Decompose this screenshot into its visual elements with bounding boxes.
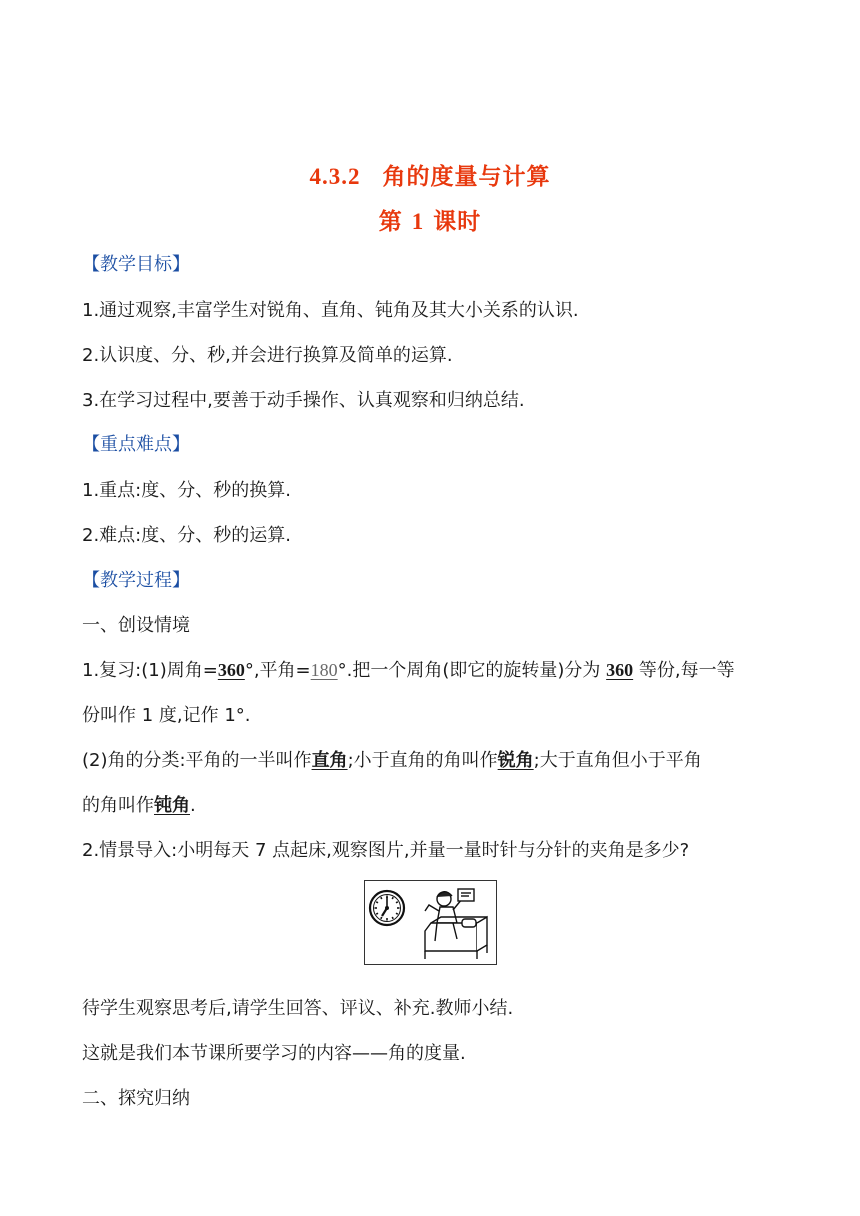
review-prefix: 1.复习:(1)周角= <box>82 660 218 681</box>
scenario-line: 2.情景导入:小明每天 7 点起床,观察图片,并量一量时针与分针的夹角是多少? <box>82 840 690 861</box>
objective-item-1: 1.通过观察,丰富学生对锐角、直角、钝角及其大小关系的认识. <box>82 300 579 321</box>
subtitle-suffix: 课时 <box>433 209 482 235</box>
review-line-1 <box>82 656 735 682</box>
section-number: 4.3.2 <box>309 164 361 189</box>
review-line-2: 份叫作 1 度,记作 1°. <box>82 705 251 726</box>
title-text: 角的度量与计算 <box>382 164 551 190</box>
classification-line2-prefix: 的角叫作 <box>82 795 154 816</box>
part2-title: 二、探究归纳 <box>82 1088 190 1109</box>
subtitle-number: 1 <box>411 209 425 234</box>
objective-item-3: 3.在学习过程中,要善于动手操作、认真观察和归纳总结. <box>82 390 525 411</box>
classification-line2-suffix: . <box>190 795 196 816</box>
objectives-heading: 【教学目标】 <box>82 254 190 275</box>
part1-title: 一、创设情境 <box>82 615 190 636</box>
after-figure-line-2: 这就是我们本节课所要学习的内容——角的度量. <box>82 1043 466 1064</box>
classification-prefix: (2)角的分类:平角的一半叫作 <box>82 750 312 771</box>
clock-illustration <box>364 880 497 965</box>
key-point-item-1: 1.重点:度、分、秒的换算. <box>82 480 291 501</box>
review-blank-3: 360 <box>606 660 634 680</box>
key-point-item-2: 2.难点:度、分、秒的运算. <box>82 525 291 546</box>
classification-mid-1: ;小于直角的角叫作 <box>347 750 498 771</box>
review-suffix: 等份,每一等 <box>638 660 735 681</box>
answer-acute-angle: 锐角 <box>497 750 534 771</box>
review-mid-2: °.把一个周角(即它的旋转量)分为 <box>337 660 601 681</box>
objective-item-2: 2.认识度、分、秒,并会进行换算及简单的运算. <box>82 345 453 366</box>
clock-icon <box>370 891 404 925</box>
classification-mid-2: ;大于直角但小于平角 <box>533 750 702 771</box>
process-heading: 【教学过程】 <box>82 570 190 591</box>
lesson-title <box>0 158 860 191</box>
clock-and-boy-drawing <box>365 881 496 964</box>
classification-line-1 <box>82 746 702 772</box>
answer-obtuse-angle: 钝角 <box>154 795 190 816</box>
review-blank-1: 360 <box>217 660 245 680</box>
subtitle-prefix: 第 <box>378 209 403 235</box>
review-mid-1: °,平角= <box>244 660 311 681</box>
after-figure-line-1: 待学生观察思考后,请学生回答、评议、补充.教师小结. <box>82 998 514 1019</box>
boy-on-bed-icon <box>425 889 487 959</box>
classification-line-2 <box>82 791 196 817</box>
key-points-heading: 【重点难点】 <box>82 434 190 455</box>
review-blank-2: 180 <box>310 660 338 680</box>
lesson-subtitle <box>0 203 860 236</box>
answer-right-angle: 直角 <box>311 750 348 771</box>
